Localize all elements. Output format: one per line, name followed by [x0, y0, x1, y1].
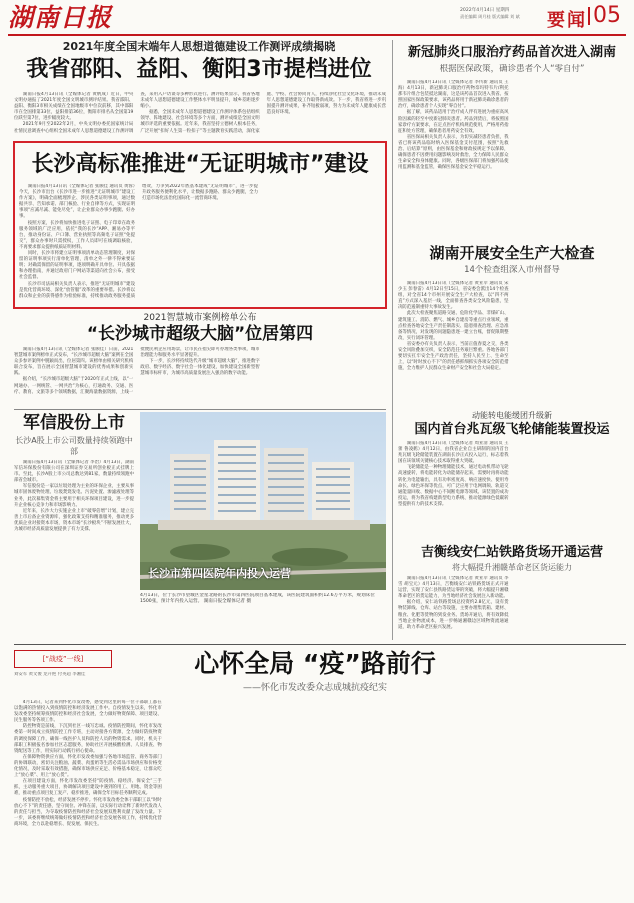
feature-body: 4月13日，记者来到怀化市发改委，感受到这里的每一位干部职工都在以饱满的热情投入到疫情防控和经济发展工作中。自疫情发生以来，怀化市发改委坚持统筹疫情防控和经济社会发展，全力做好物资保障、项目建设、民生服务等各项工作。 防控物资是前线，下沉到社区一线写忠诚。疫情防控期间，怀化市发改委第一时间成立疫情防控工作专班，主动对接各方资源，全力做好防疫物资的调度保障工作，确保一线医护人员和防控人员的物资需求。同时，机关干部职工积极报名参加社区志愿服务，协助社区开展核酸检测、人员排查、物资配送等工作，用实际行动践行初心使命。 在保障物资供应方面，怀化市发改委加强与各地市场监管、商务等部门的协调联动，密切关注粮油、蔬菜、肉蛋奶等生活必需品市场供应和价格变化情况，及时采取有效措施，确保市场供应充足、价格基本稳定，让群众吃上“放心菜”、用上“放心货”。 在项目建设方面，怀化市发改委坚持“防疫情、稳经济、保安全”三手抓，主动服务重大项目，协调解决项目建设中遇到的用工、用地、资金等困难，推动重点项目复工复产、稳步推进，确保全年目标任务顺利完成。 疫情防控不放松，经济发展不停步。怀化市发改委全体干部职工以“时时放心不下”的责任感，坚守岗位、冲锋在前，以实际行动诠释了新时代发改人的责任与担当，为夺取疫情防控和经济社会发展双胜利贡献了发改力量。下一步，该委将继续统筹做好疫情防控和经济社会发展各项工作，持续优化营商环境，全力以赴稳增长、促发展、保民生。: [14, 700, 162, 827]
article4-body: 湖南日报4月13日讯（全媒体记者 李治）4月13日，湖南军信环保股份有限公司在深圳证券交易所创业板正式挂牌上市。至此，长沙A股上市公司总数达到81家，数量持续领跑中部省会城市。 军信股份是一家以垃圾处理为主业的环保企业，主要从事城市固体废物处理、垃圾焚烧发电、污泥处置、渗滤液处理等业务，此次募集资金将主要用于相关环保项目建设，进一步提升企业核心竞争力和市场影响力。 近年来，长沙大力实施企业上市“破零倍增”计划，建立完善上市后备企业资源库，强化政策支持和精准服务，推动更多优质企业对接资本市场，资本市场“长沙板块”不断发展壮大，为城市经济高质量发展提供了有力支撑。: [14, 460, 134, 533]
article5-subtitle: 根据医保政策，确诊患者个人“零自付”: [439, 64, 585, 74]
featured-article-body: 湖南日报4月13日讯（全媒体记者 张颐佳 通讯员 黄蓉）今天，长沙市出台《长沙市进一步推进“无证明城市”建设工作方案》，明确全面梳理涉企、涉民各类证明事项，通过数据共享、告知承诺、部门核验、行业自律等方式，实现证明事项“应减尽减、能免尽免”，让企业群众办事少跑腿、好办事。 按照方案，长沙将加快推进电子证照、电子印章在政务服务领域的广泛应用，依托“我的长沙”APP、湘易办等平台，推动身份证、户口簿、营业执照等高频电子证照“免提交”，群众办事时只需授权，工作人员即可在线调取核验，不再要求群众提供纸质证明材料。 同时，长沙市将建立证明事项清单动态管理制度，对保留的证明事项实行清单化管理，清单之外一律不得索要证明；对确需保留的证明事项，逐项明确开具单位、开具依据和办理指南，并通过政府门户网站等渠道向社会公布，接受社会监督。 长沙市司法局相关负责人表示，推进“无证明城市”建设是优化营商环境、深化“放管服”改革的重要举措。长沙将以群众和企业的获得感作为检验标准，持续推动政务服务提质增效，力争到2022年底基本建成“无证明城市”，进一步提升政务服务便利化水平，让数据多跑路、群众少跑腿，全力打造市场化法治化国际化一流营商环境。: [19, 184, 258, 299]
article4-title: 军信股份上市: [23, 413, 125, 433]
article3-title: “长沙城市超级大脑”位居第四: [86, 324, 314, 344]
article5-body: 湖南日报4月13日讯（全媒体记者 李传新 通讯员 王海）4月13日，新冠肺炎口服治疗药物奈玛特韦片/利托那韦片组合包装抵达湖南，这是该药品首次进入我省。按照国家医保政策要求，该药品将用于新冠肺炎确诊患者的治疗，确诊患者个人实现“零自付”。 据了解，该药品适用于治疗成人伴有进展为重症高风险因素的轻至中度新冠肺炎患者。药品到货后，将按照国家诊疗方案要求，在定点医疗机构规范使用，严格用药指征和处方管理，确保患者用药安全有效。 省医保局相关负责人表示，为切实减轻患者负担，我省已将该药品临时纳入医保基金支付范围，按照“先救治、后结算”原则，由医保基金和财政按规定予以保障，确保患者不因费用问题影响及时救治，全力保障人民群众生命安全和身体健康。同时，各级医保部门将加强药品使用监测和基金监管，确保医保基金安全平稳运行。: [398, 80, 509, 171]
column-divider: [392, 40, 393, 640]
feature-byline: 刘安军 黄文俊 龙开艳 付英超 李湘佳: [14, 672, 86, 677]
article7-title: 国内首台兆瓦级飞轮储能装置投运: [414, 422, 610, 437]
feature-title: 心怀全局 “疫”路前行: [194, 649, 436, 678]
article6-body: 湖南日报4月13日讯（全媒体记者 黄亚苹 通讯员 宋少玉 彭春雷）4月12日至15日，省安委会派出14个检查组，对全省14个市州开展安全生产大检查，以“四不两直”方式深入基层一线，全面排查各类安全风险隐患，坚决防范遏制重特大事故发生。 此次大检查聚焦道路交通、危险化学品、非煤矿山、建筑施工、消防、燃气、城乡自建房等重点行业领域，重点检查各地安全生产责任制落实、隐患排查治理、应急准备等情况，对发现的问题隐患逐一建立台账，督促限期整改，实行闭环管理。 省安委办有关负责人表示，当前正值春夏之交，各类安全风险叠加交织，安全防范任务艰巨繁重。各地各部门要切实扛牢安全生产政治责任，坚持人民至上、生命至上，以“时时放心不下”的责任感抓细抓实各项安全防范措施，全力维护人民群众生命财产安全和社会大局稳定。: [398, 281, 509, 372]
photo-overlay-title: 长沙市第四医院年内投入运营: [148, 567, 291, 580]
article8-title: 吉衡线安仁站铁路货场开通运营: [420, 545, 603, 560]
feature-tag: [“战疫”一线]: [42, 655, 84, 663]
article6-subtitle: 14个检查组深入市州督导: [464, 265, 560, 275]
featured-article-title: 长沙高标准推进“无证明城市”建设: [31, 152, 369, 177]
section-divider: [588, 7, 590, 25]
article4-subtitle: 长沙A股上市公司数量持续领跑中部: [15, 436, 133, 456]
article6-title: 湖南开展安全生产大检查: [429, 244, 595, 262]
article1-kicker: 2021年度全国末端年人思想道德建设工作测评成绩揭晓: [62, 40, 336, 53]
article8-body: 湖南日报4月13日讯（全媒体记者 黄亚苹 通讯员 李雪 胡宝元）4月13日，吉衡线安仁站铁路货场正式开通运营，实现了安仁县铁路货运零的突破，将大幅提升湘赣革命老区的货运能力，为当地经济社会发展注入新动能。 据介绍，安仁站铁路货场总投资约2.8亿元，设有货物装卸线、仓库、站台等设施，主要办理集装箱、建材、粮食、化肥等货物的到发业务。货场开通后，将有效降低当地企业物流成本，进一步畅通湘赣边区域物资流通通道，助力革命老区振兴发展。: [398, 576, 509, 630]
article7-body: 湖南日报4月13日讯（全媒体记者 周亚清 通讯员 王蕾 鲁凌鹤）4月12日，由我省企业自主研制的国内首台兆瓦级飞轮储能装置在湖南长沙正式投入运行，标志着我国在该领域关键核心技术取得重大突破。 飞轮储能是一种物理储能技术，通过电动机带动飞轮高速旋转，将电能转化为动能储存起来，需要时再将动能转化为电能输出，具有功率密度高、响应速度快、使用寿命长、绿色环保等优点，可广泛应用于电网调频、轨道交通能量回收、数据中心不间断电源等领域。该装置的成功投运，将为我省构建新型电力系统、推动能源绿色低碳转型提供有力的技术支撑。: [398, 441, 509, 507]
divider: [14, 409, 386, 410]
article3-kicker: 2021智慧城市案例榜单公布: [143, 313, 257, 323]
article8-subtitle: 将大幅提升湘赣革命老区货运能力: [452, 563, 572, 572]
section-title: 要闻: [547, 10, 587, 31]
article7-kicker: 动能转电能缓团升级新: [472, 411, 552, 420]
article1-title: 我省邵阳、益阳、衡阳3市提档进位: [26, 57, 372, 82]
masthead: [0, 0, 634, 36]
masthead-date: 2022年4月14日 星期四: [460, 8, 510, 13]
article3-body: 湖南日报4月13日讯（全媒体记者 张颐佳）日前，2021智慧城市案例榜单正式发布，“长沙城市超级大脑”案例在全国众多参评案例中脱颖而出，位居第四。该榜单由相关研究机构联合发布，旨在展示全国智慧城市建设的优秀成果和创新实践。 据介绍，“长沙城市超级大脑”于2020年正式上线，以“一网通办、一网统管、一网共治”为核心，打通政务、交通、医疗、教育、文旅等多个领域数据，汇聚海量数据资源，上线一批便民利企应用场景，让市民在指尖即可办理各类事项，城市治理能力和服务水平显著提升。 下一步，长沙将持续迭代升级“城市超级大脑”，推进数字政府、数字经济、数字社会一体化建设，加快建设全国新型智慧城市标杆市，为城市高质量发展注入强劲的数字动能。: [14, 347, 260, 395]
hospital-photo: [140, 412, 386, 590]
page-number: 05: [593, 3, 621, 28]
masthead-editors: 责任编辑 周月桂 版式编辑 刘 斌: [460, 14, 520, 19]
divider: [14, 644, 626, 645]
photo-caption: 4月13日，位于长沙市望城区金星北路的长沙市第四医院项目基本建成，该医院建筑面积约12.6万平方米，规划床位1500张，预计年内投入运营。 湖南日报全媒体记者 摄: [140, 593, 375, 605]
masthead-logo: 湖南日报: [8, 3, 113, 32]
feature-tag-box: [14, 650, 112, 668]
feature-subtitle: ——怀化市发改委众志成城抗疫纪实: [242, 683, 387, 693]
masthead-rule: [8, 34, 626, 36]
article1-body: 湖南日报4月13日讯（全媒体记者 黄帆成）近日，中央文明办通报了2021年度全国文明城市测评结果。我省邵阳、益阳、衡阳3市相关成绩在全国地级市中位次前移，其中邵阳市在全国排第33位，益阳排第36位，衡阳市排名从全国第19位跃至第7位，进步幅度较大。 2021年9月至2022年2月，中央文明办委托国家统计局社情民意调查中心组织全国未成年人思想道德建设工作测评调查，采用入户访谈等多种形式进行。测评结果显示，我省各地未成年人思想道德建设工作整体水平明显提升，城乡差距逐步缩小。 据悉，全国未成年人思想道德建设工作测评体系包括组织领导、阵地建设、社会环境等多个方面，测评成绩是全国文明城市评选的重要依据。近年来，我省坚持立德树人根本任务，广泛开展“扣好人生第一粒扣子”等主题教育实践活动，深化家庭、学校、社会协同育人，持续净化社会文化环境，推动未成年人思想道德建设工作取得新成效。下一步，我省将进一步巩固提升测评成果，补齐短板弱项，努力为未成年人健康成长营造良好环境。: [14, 92, 386, 134]
article5-title: 新冠肺炎口服治疗药品首次进入湖南: [407, 45, 616, 60]
